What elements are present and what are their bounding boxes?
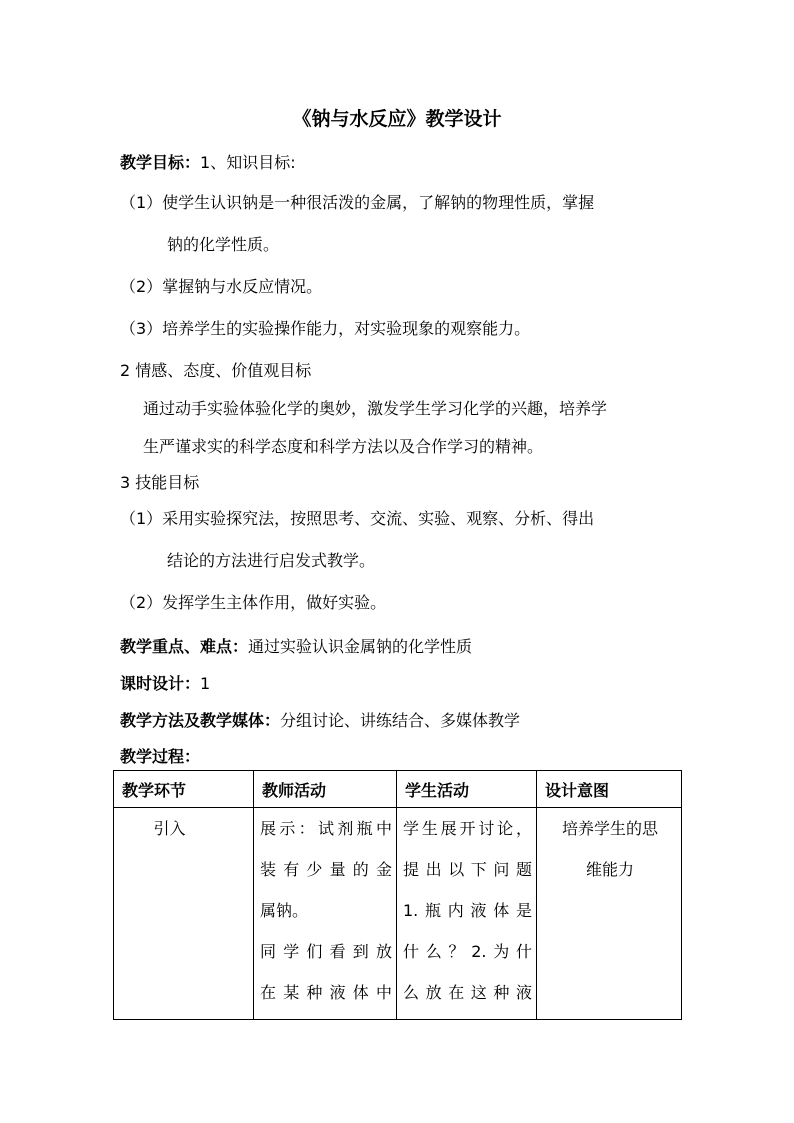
teacher-line: 属钠。 xyxy=(260,901,309,920)
objective-item-1-cont: 钠的化学性质。 xyxy=(167,235,280,254)
teacher-line: 同学们看到放 xyxy=(260,942,392,961)
key-points-value: 通过实验认识金属钠的化学性质 xyxy=(248,637,473,656)
teacher-line: 展示：试剂瓶中 xyxy=(260,819,392,838)
student-line: 什么？2.为什 xyxy=(403,942,532,961)
teaching-methods-value: 分组讨论、讲练结合、多媒体教学 xyxy=(280,711,521,730)
emotion-heading: 2 情感、态度、价值观目标 xyxy=(120,361,312,380)
cell-stage xyxy=(114,808,254,1020)
objectives-label: 教学目标： xyxy=(120,153,201,172)
skills-line-3: （2）发挥学生主体作用，做好实验。 xyxy=(120,593,387,612)
objective-item-2: （2）掌握钠与水反应情况。 xyxy=(120,277,323,296)
header-teacher: 教师活动 xyxy=(254,771,397,808)
teacher-line: 装有少量的金 xyxy=(260,860,392,879)
class-hours-label: 课时设计： xyxy=(120,674,201,693)
process-label: 教学过程： xyxy=(120,747,201,766)
header-stage: 教学环节 xyxy=(114,771,254,808)
intent-line: 培养学生的思 xyxy=(561,819,658,838)
student-line: 提出以下问题 xyxy=(403,860,532,879)
skills-heading: 3 技能目标 xyxy=(120,473,200,492)
class-hours-value: 1 xyxy=(200,674,211,693)
teaching-methods-label: 教学方法及教学媒体： xyxy=(120,711,281,730)
cell-student xyxy=(397,808,537,1020)
student-line: 么放在这种液 xyxy=(403,983,532,1002)
student-line: 学生展开讨论， xyxy=(403,819,532,838)
table-header-row xyxy=(114,771,682,808)
objectives-heading xyxy=(120,150,296,173)
key-points-label: 教学重点、难点： xyxy=(120,637,249,656)
skills-line-2: 结论的方法进行启发式教学。 xyxy=(167,551,376,570)
intent-line: 维能力 xyxy=(585,860,634,879)
process-table xyxy=(113,770,682,1020)
skills-line-1: （1）采用实验探究法，按照思考、交流、实验、观察、分析、得出 xyxy=(120,509,595,528)
student-line: 1.瓶内液体是 xyxy=(403,901,532,920)
key-points xyxy=(120,634,472,657)
emotion-line-1: 通过动手实验体验化学的奥妙，激发学生学习化学的兴趣，培养学 xyxy=(143,399,608,418)
teaching-methods xyxy=(120,708,520,731)
stage-text: 引入 xyxy=(153,819,186,838)
table-row xyxy=(114,808,682,1020)
teacher-line: 在某种液体中 xyxy=(260,983,392,1002)
class-hours xyxy=(120,671,210,694)
cell-intent xyxy=(537,808,682,1020)
objective-item-3: （3）培养学生的实验操作能力，对实验现象的观察能力。 xyxy=(120,319,531,338)
objectives-label-rest: 1、知识目标: xyxy=(200,153,296,172)
objective-item-1: （1）使学生认识钠是一种很活泼的金属，了解钠的物理性质，掌握 xyxy=(120,193,595,212)
header-intent: 设计意图 xyxy=(537,771,682,808)
cell-teacher xyxy=(254,808,397,1020)
header-student: 学生活动 xyxy=(397,771,537,808)
emotion-line-2: 生严谨求实的科学态度和科学方法以及合作学习的精神。 xyxy=(143,437,544,456)
document-title: 《钠与水反应》教学设计 xyxy=(292,108,502,130)
